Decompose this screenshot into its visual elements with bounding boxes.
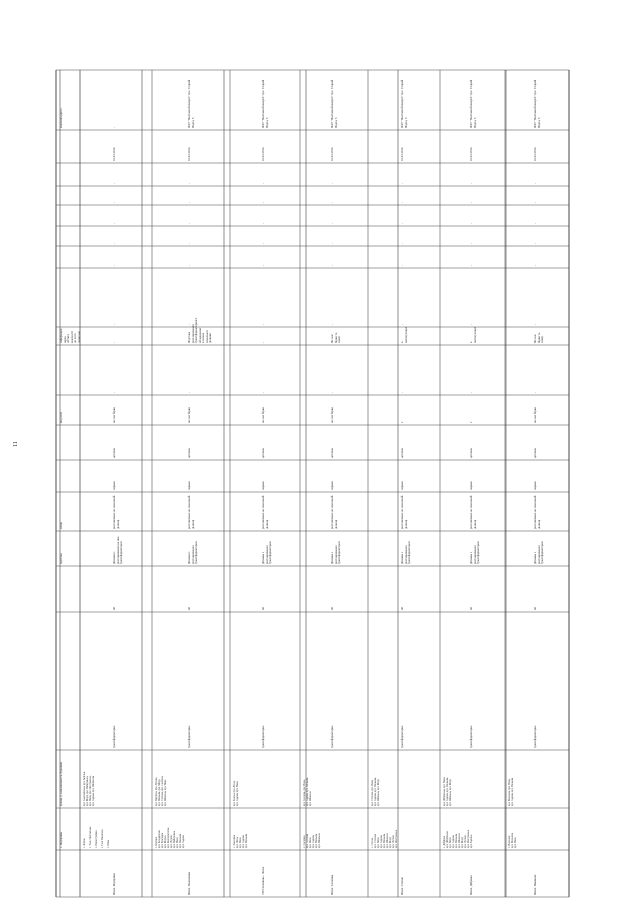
- cell-d4: -: [261, 243, 265, 244]
- cell-basis: Ділянка з розташованим трансформатором: [330, 541, 342, 564]
- cell-d5: -: [187, 265, 191, 266]
- cell-info: -: [261, 342, 265, 343]
- cell-d3: -: [187, 223, 191, 224]
- cell-owner: ПАТ "Полтаваобленерго" вул. Старий Поділ, 5: [261, 79, 269, 128]
- column-header: вулиці (з зазначенням № будинків): [59, 761, 63, 806]
- cell-name: Невіл. Вишневе: [533, 874, 537, 895]
- cell-d6: -: [261, 324, 265, 325]
- column-header: с. Федорівка: [59, 831, 63, 848]
- cell-note1: є: [468, 421, 473, 423]
- cell-d1: -: [187, 183, 191, 184]
- cell-d6: -: [187, 324, 191, 325]
- cell-owner: ПАТ "Полтаваобленерго" вул. Старий Поділ, 5: [533, 79, 541, 128]
- cell-d1: -: [112, 183, 116, 184]
- cell-date: 16.03.2014: [187, 147, 191, 161]
- cell-fence: паркан: [112, 481, 116, 490]
- cell-name: Невіл. Малиновка: [187, 871, 191, 895]
- cell-d4: -: [330, 243, 334, 244]
- cell-location: розташоване на земельній ділянці: [400, 495, 408, 529]
- cell-info: -: [112, 342, 116, 343]
- page-number: 11: [13, 441, 19, 447]
- cell-d5: -: [330, 265, 334, 266]
- cell-date: 16.03.2014: [261, 147, 265, 161]
- cell-streets: вул. Дібрівська, вул. Нова, вул. Садова, вул. Польова, вул. Шкільна, вул. Миру: [443, 776, 453, 806]
- cell-location: розташоване на земельній ділянці: [330, 495, 338, 529]
- cell-location: розташоване на земельній ділянці: [261, 495, 269, 529]
- cell-villages: с. Лиман с. Тиш. Полтавська с. Новостроївка с. Гнат Павленко с. Нова: [83, 826, 111, 848]
- cell-note2: -: [330, 392, 334, 393]
- cell-d5: -: [400, 265, 404, 266]
- cell-d6: -: [468, 324, 473, 325]
- cell-date: 16.03.2014: [112, 147, 116, 161]
- cell-date: 16.03.2014: [468, 147, 473, 161]
- cell-note1: не має бірки: [330, 407, 334, 423]
- cell-streets: вул. Соснова, вул. Нова, вул. Садова, вул. Польова, вул. Шкільна: [303, 777, 313, 806]
- cell-fence: паркан: [330, 481, 334, 490]
- cell-capacity: 40: [330, 607, 334, 610]
- cell-streets: вул. Анатолівська, вул. Зарічна, вул. Миру, вул. Набережна, вул. Нова, вул. Центральна, вул. Садова, вул. Шевченка: [83, 771, 96, 806]
- cell-d6: -: [533, 324, 537, 325]
- cell-note2: -: [533, 392, 537, 393]
- cell-wall: цегляна: [533, 448, 537, 458]
- cell-owner: ПАТ "Полтаваобленерго" вул. Старий Поділ, 5: [187, 79, 195, 128]
- cell-d4: -: [533, 243, 537, 244]
- cell-capacity: 40: [468, 607, 473, 610]
- cell-villages: с. Зеленівка вул. Лісна вул. Нова вул. Садова вул. Польова: [233, 833, 249, 848]
- cell-name: Невіл. Соснівка: [330, 874, 334, 895]
- cell-streets: вул. Підгірна, вул. Лугова, вул. Польова, вул. Миру, вул. Степова, вул. Сонячна, вул. Шкільна, вул. Нова: [155, 775, 168, 806]
- cell-location: розташоване на земельній ділянці: [533, 495, 541, 529]
- cell-d2: -: [533, 202, 537, 203]
- column-header: власник/адреса: [59, 108, 63, 128]
- cell-wall: цегляна: [187, 448, 191, 458]
- cell-date: 16.03.2014: [400, 147, 404, 161]
- cell-basis: Ділянки з розташованим трансформатором: [187, 541, 199, 564]
- cell-d5: -: [112, 265, 116, 266]
- cell-fence: паркан: [468, 481, 473, 490]
- cell-name: ЗТП Зеленівка - Лісне: [261, 866, 265, 895]
- cell-d1: -: [468, 183, 473, 184]
- cell-info: Підстава розташованого трансформаторного обладнання в межах земельної ділянки: [187, 317, 213, 343]
- cell-type: трансформаторна: [330, 725, 334, 748]
- cell-d4: -: [112, 243, 116, 244]
- cell-d4: -: [400, 243, 404, 244]
- cell-type: трансформаторна: [187, 725, 191, 748]
- cell-note1: є: [400, 421, 404, 423]
- cell-location: розташоване на земельній ділянці: [112, 495, 120, 529]
- cell-villages: с. Соснівка вул. Соснова вул. Нова вул. Садова вул. Польова вул. Шкільна: [303, 833, 322, 848]
- cell-d4: -: [468, 243, 473, 244]
- cell-fence: паркан: [261, 481, 265, 490]
- cell-d2: -: [330, 202, 334, 203]
- cell-note2: -: [468, 392, 473, 393]
- cell-streets: вул. Вишнева, вул. Нова, вул. Садова, вул. Польова: [508, 777, 515, 806]
- cell-d3: -: [533, 223, 537, 224]
- cell-d3: -: [261, 223, 265, 224]
- cell-wall: цегляна: [400, 448, 404, 458]
- cell-basis: Ділянка з розташованим трансформатором: [400, 541, 412, 564]
- cell-info: в експлуатації: [400, 327, 408, 343]
- cell-d2: -: [400, 202, 404, 203]
- cell-type: трансформаторна: [533, 725, 537, 748]
- cell-wall: цегляна: [261, 448, 265, 458]
- cell-villages: с. Крючки вул. Бондаренко вул. Бригадна вул. Мирна вул. Кооперативна вул. Лугова вул. Набережна вул. Нова вул. Польова вул. Садова: [155, 827, 186, 848]
- cell-villages: с. Дібрівка вул. Дібрівська вул. Нова вул. Садова вул. Польова вул. Шкільна вул. Миру вул. Лугова вул. Центральна вул. Зарічна: [443, 830, 474, 848]
- column-header: місце: [59, 521, 63, 529]
- cell-note1: не має бірки: [112, 407, 116, 423]
- cell-capacity: 40: [112, 607, 116, 610]
- cell-d1: -: [400, 183, 404, 184]
- cell-fence: паркан: [187, 481, 191, 490]
- cell-wall: цегляна: [112, 448, 116, 458]
- cell-owner: ПАТ "Полтаваобленерго" вул. Старий Поділ, 5: [330, 79, 338, 128]
- cell-d6: -: [112, 324, 116, 325]
- cell-streets: вул. Степова, вул. Нова, вул. Садова, вул. Польова, вул. Шкільна, вул. Миру: [371, 777, 381, 806]
- cell-d3: -: [330, 223, 334, 224]
- cell-d6: -: [400, 324, 404, 325]
- cell-capacity: 40: [400, 607, 404, 610]
- cell-name: Невіл. Степне: [400, 877, 404, 895]
- cell-type: трансформаторна: [112, 725, 116, 748]
- cell-location: розташоване на земельній ділянці: [468, 495, 477, 529]
- cell-owner: ПАТ "Полтаваобленерго" вул. Старий Поділ, 5: [400, 79, 408, 128]
- cell-fence: паркан: [400, 481, 404, 490]
- cell-note1: не має бірки: [533, 407, 537, 423]
- cell-fence: паркан: [533, 481, 537, 490]
- column-header: підстава: [59, 553, 63, 564]
- cell-info: Не має бірки та знаку: [330, 332, 342, 343]
- cell-note2: -: [112, 392, 116, 393]
- cell-name: Невіл. Дібрівка: [468, 875, 473, 895]
- cell-note1: не має бірки: [187, 407, 191, 423]
- cell-wall: цегляна: [468, 448, 473, 458]
- cell-d6: -: [330, 324, 334, 325]
- cell-d2: -: [261, 202, 265, 203]
- cell-d2: -: [112, 202, 116, 203]
- cell-basis: Ділянки з розташованим на них трансформатором: [112, 536, 124, 564]
- cell-type: трансформаторна: [400, 725, 404, 748]
- cell-wall: цегляна: [330, 448, 334, 458]
- cell-villages: с. Степне вул. Степова вул. Нова вул. Садова вул. Польова вул. Шкільна вул. Миру вул. Лугова вул. Центральна: [371, 830, 399, 848]
- cell-note2: -: [261, 392, 265, 393]
- cell-date: 16.03.2014: [330, 147, 334, 161]
- cell-d5: -: [468, 265, 473, 266]
- cell-basis: Ділянка з розташованим трансформатором: [468, 541, 480, 564]
- cell-d1: -: [261, 183, 265, 184]
- cell-basis: Ділянка з розташованим трансформатором: [261, 541, 273, 564]
- cell-name: Невіл. Федорівка: [112, 873, 116, 895]
- cell-owner: -: [112, 127, 116, 128]
- cell-d2: -: [468, 202, 473, 203]
- cell-d1: -: [533, 183, 537, 184]
- cell-d4: -: [187, 243, 191, 244]
- cell-streets: вул. Зелена, вул. Лісна, вул. Садова, вул. Нова: [233, 780, 240, 806]
- cell-note1: не має бірки: [261, 407, 265, 423]
- cell-d1: -: [330, 183, 334, 184]
- cell-capacity: 40: [187, 607, 191, 610]
- cell-d3: -: [468, 223, 473, 224]
- column-header: інформація щодо об'єкта власності до чого дописано: [59, 328, 81, 343]
- cell-owner: ПАТ "Полтаваобленерго" вул. Старий Поділ, 5: [468, 79, 477, 128]
- cell-d3: -: [112, 223, 116, 224]
- cell-location: розташоване на земельній ділянці: [187, 495, 195, 529]
- cell-capacity: 40: [533, 607, 537, 610]
- cell-d5: -: [261, 265, 265, 266]
- cell-type: трансформаторна: [261, 725, 265, 748]
- cell-info: Не має бірки та знаку: [533, 332, 545, 343]
- cell-note2: -: [400, 392, 404, 393]
- cell-type: трансформаторна: [468, 725, 473, 748]
- cell-d2: -: [187, 202, 191, 203]
- cell-note2: -: [187, 392, 191, 393]
- cell-d5: -: [533, 265, 537, 266]
- cell-villages: с. Вишневе вул. Вишнева вул. Нова: [508, 833, 518, 848]
- cell-capacity: 40: [261, 607, 265, 610]
- column-header: вид сесії: [59, 411, 63, 423]
- cell-date: 16.03.2014: [533, 147, 537, 161]
- cell-basis: Ділянка з розташованим трансформатором: [533, 541, 545, 564]
- cell-info: в експлуатації: [468, 327, 477, 343]
- cell-d3: -: [400, 223, 404, 224]
